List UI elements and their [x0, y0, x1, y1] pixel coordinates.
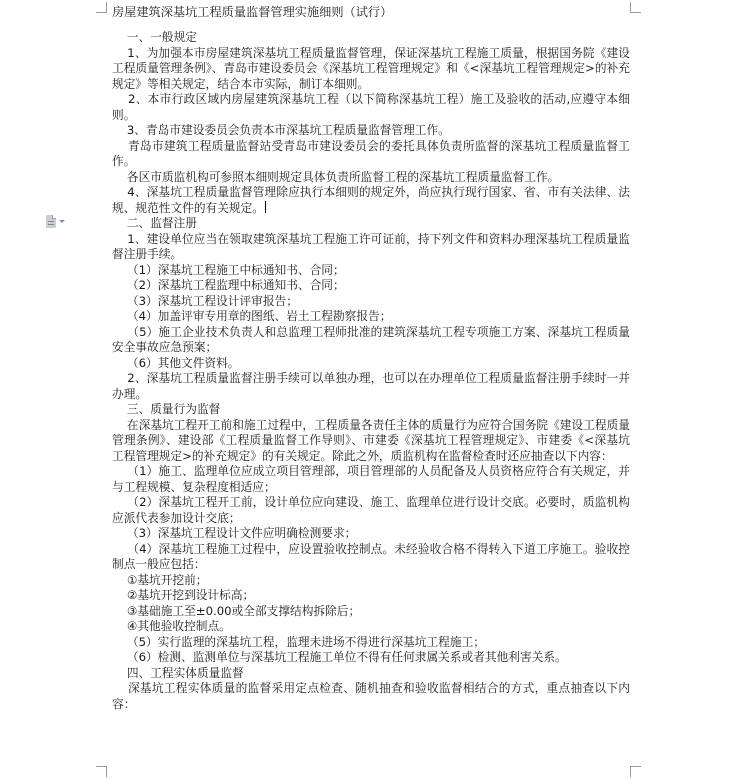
section-heading: 三、质量行为监督: [112, 402, 221, 416]
body-paragraph: 1、为加强本市房屋建筑深基坑工程质量监督管理，保证深基坑工程施工质量，根据国务院《建设工程质量管理条例》、青岛市建设委员会《深基坑工程管理规定》和《<深基坑工程管理规定>的补充规定》等相关规定，结合本市实际，制订本细则。: [112, 45, 630, 91]
section-heading: 一、一般规定: [112, 30, 197, 44]
body-paragraph: （3）深基坑工程设计评审报告；: [112, 293, 298, 308]
body-paragraph: （5）实行监理的深基坑工程，监理未进场不得进行深基坑工程施工；: [112, 634, 485, 649]
document-title: 房屋建筑深基坑工程质量监督管理实施细则（试行）: [112, 5, 393, 19]
body-paragraph: 3、青岛市建设委员会负责本市深基坑工程质量监督管理工作。: [112, 123, 450, 137]
body-paragraph: ①基坑开挖前；: [112, 572, 208, 587]
crop-mark-bottom-right: [630, 766, 641, 777]
section-heading: 四、工程实体质量监督: [112, 665, 244, 680]
document-body[interactable]: [112, 0, 630, 712]
body-paragraph: （5）施工企业技术负责人和总监理工程师批准的建筑深基坑工程专项施工方案、深基坑工程质量安全事故应急预案；: [112, 324, 630, 354]
body-paragraph: 2、深基坑工程质量监督注册手续可以单独办理，也可以在办理单位工程质量监督注册手续时一并办理。: [112, 371, 630, 401]
body-paragraph: ③基础施工至±0.00或全部支撑结构拆除后；: [112, 603, 361, 618]
body-paragraph: （2）深基坑工程监理中标通知书、合同；: [112, 278, 345, 292]
paragraph-layout-button[interactable]: [46, 214, 76, 228]
body-paragraph: 1、建设单位应当在领取建筑深基坑工程施工许可证前，持下列文件和资料办理深基坑工程质量监督注册手续。: [112, 231, 630, 261]
paragraph-list: [112, 30, 630, 712]
body-paragraph: 2、本市行政区域内房屋建筑深基坑工程（以下简称深基坑工程）施工及验收的活动,应遵守本细则。: [112, 92, 630, 122]
crop-mark-bottom-left: [96, 766, 107, 777]
section-heading: 二、监督注册: [112, 216, 197, 230]
document-icon: [46, 215, 56, 228]
body-paragraph: 4、深基坑工程质量监督管理除应执行本细则的规定外，尚应执行现行国家、省、市有关法律、法规、规范性文件的有关规定。: [112, 185, 630, 215]
text-cursor: [265, 201, 266, 213]
body-paragraph: 青岛市建筑工程质量监督站受青岛市建设委员会的委托具体负责所监督的深基坑工程质量监督工作。: [112, 138, 630, 168]
crop-mark-top-left: [96, 2, 107, 13]
body-paragraph: （2）深基坑工程开工前，设计单位应向建设、施工、监理单位进行设计交底。必要时，质监机构应派代表参加设计交底；: [112, 495, 630, 525]
body-paragraph: （6）检测、监测单位与深基坑工程施工单位不得有任何隶属关系或者其他利害关系。: [112, 650, 567, 664]
body-paragraph: （1）深基坑工程施工中标通知书、合同；: [112, 262, 345, 277]
body-paragraph: 在深基坑工程开工前和施工过程中，工程质量各责任主体的质量行为应符合国务院《建设工程质量管理条例》、建设部《工程质量监督工作导则》、市建委《深基坑工程管理规定》、市建委《<深基坑工程管理规定>的补充规定》的有关规定。除此之外，质监机构在监督检查时还应抽查以下内容：: [112, 417, 630, 463]
crop-mark-top-right: [630, 2, 641, 13]
body-paragraph: 各区市质监机构可参照本细则规定具体负责所监督工程的深基坑工程质量监督工作。: [112, 169, 560, 184]
body-paragraph: 深基坑工程实体质量的监督采用定点检查、随机抽查和验收监督相结合的方式，重点抽查以下内容：: [112, 681, 630, 711]
body-paragraph: （6）其他文件资料。: [112, 355, 240, 370]
body-paragraph: （4）深基坑工程施工过程中，应设置验收控制点。未经验收合格不得转入下道工序施工。验收控制点一般应包括：: [112, 541, 630, 571]
body-paragraph: （3）深基坑工程设计文件应明确检测要求；: [112, 526, 357, 540]
body-paragraph: （1）施工、监理单位应成立项目管理部，项目管理部的人员配备及人员资格应符合有关规定，并与工程规模、复杂程度相适应；: [112, 464, 630, 494]
chevron-down-icon: [59, 220, 65, 223]
body-paragraph: ②基坑开挖到设计标高；: [112, 588, 255, 602]
body-paragraph: （4）加盖评审专用章的图纸、岩土工程勘察报告；: [112, 309, 392, 323]
body-paragraph: ④其他验收控制点。: [112, 619, 231, 633]
